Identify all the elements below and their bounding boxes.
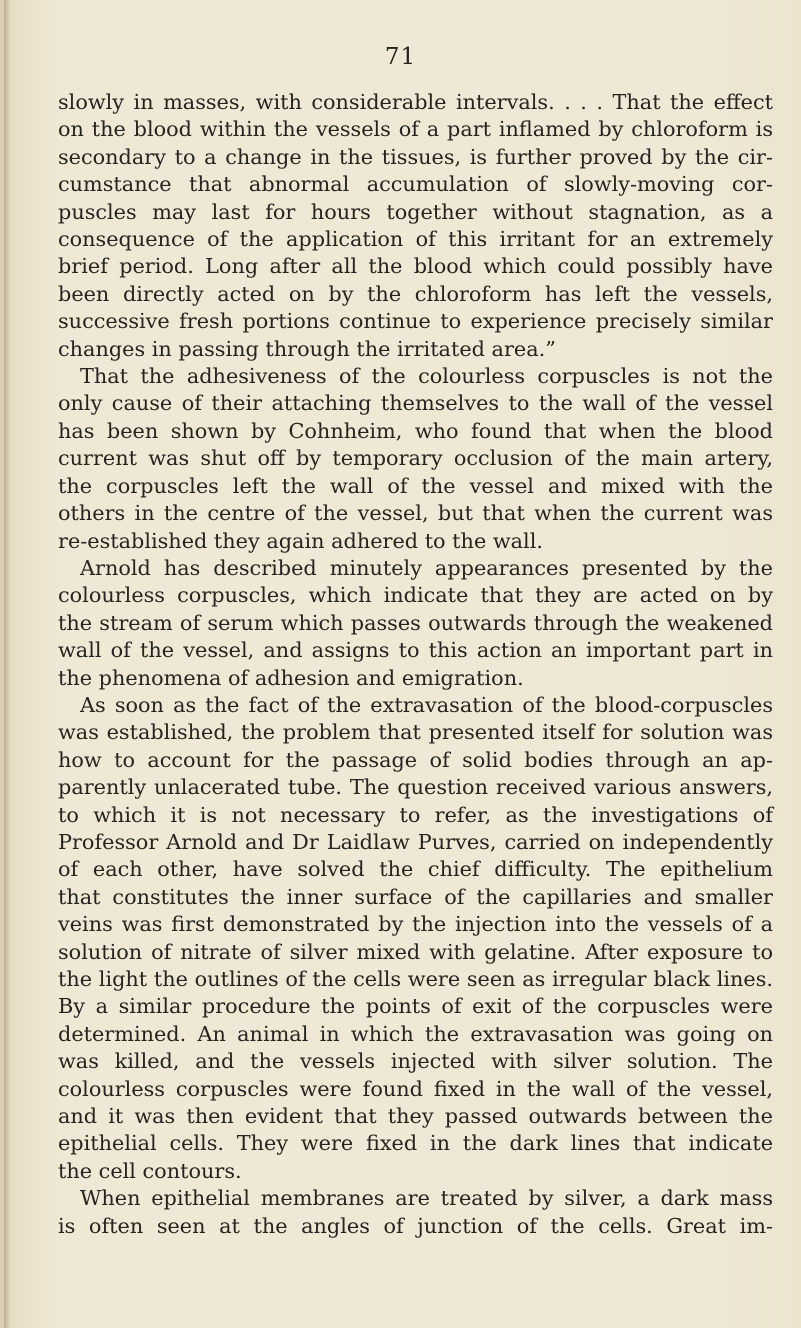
text-line: that constitutes the inner surface of the capillaries and smaller [58, 884, 773, 909]
text-line: the light the outlines of the cells were seen as irregular black lines. [58, 967, 773, 991]
text-line: is often seen at the angles of junction of the cells. Great im- [58, 1213, 773, 1238]
text-line: colourless corpuscles were found fixed in the wall of the vessel, [58, 1076, 773, 1101]
text-line: the stream of serum which passes outwards through the weakened [58, 610, 773, 635]
text-line: solution of nitrate of silver mixed with gelatine. After exposure to [58, 939, 773, 964]
text-line: puscles may last for hours together without stagnation, as a [58, 199, 773, 224]
text-line: and it was then evident that they passed outwards between the [58, 1104, 773, 1129]
text-line: Professor Arnold and Dr Laidlaw Purves, carried on independently [58, 829, 773, 854]
text-line: cumstance that abnormal accumulation of slowly-moving cor- [58, 172, 773, 197]
text-line: the cell contours. [58, 1158, 242, 1183]
text-line: That the adhesiveness of the colourless corpuscles is not the [80, 364, 773, 389]
text-line: colourless corpuscles, which indicate that they are acted on by [58, 583, 773, 608]
text-line: slowly in masses, with considerable intervals. . . . That the effect [58, 90, 773, 114]
text-line: of each other, have solved the chief difficulty. The epithelium [58, 857, 773, 882]
text-line: Arnold has described minutely appearances presented by the [80, 555, 773, 580]
text-line: secondary to a change in the tissues, is further proved by the cir- [58, 144, 773, 169]
page-number: 71 [384, 44, 417, 70]
text-line: was established, the problem that presented itself for solution was [58, 720, 773, 745]
text-line: the phenomena of adhesion and emigration. [58, 665, 524, 690]
text-line: others in the centre of the vessel, but that when the current was [58, 501, 773, 526]
text-line: on the blood within the vessels of a part inflamed by chloroform is [58, 117, 773, 142]
text-line: been directly acted on by the chloroform has left the vessels, [58, 281, 773, 306]
page-binding-edge [4, 0, 10, 1328]
text-line: the corpuscles left the wall of the vessel and mixed with the [58, 473, 773, 498]
text-line: veins was first demonstrated by the injection into the vessels of a [58, 912, 773, 937]
text-line: By a similar procedure the points of exit of the corpuscles were [58, 994, 773, 1019]
text-line: wall of the vessel, and assigns to this action an important part in [58, 638, 773, 663]
text-line: epithelial cells. They were fixed in the dark lines that indicate [58, 1131, 773, 1156]
body-text [58, 89, 773, 1240]
text-line: how to account for the passage of solid bodies through an ap- [58, 747, 773, 772]
text-line: re-established they again adhered to the wall. [58, 528, 543, 553]
text-line: When epithelial membranes are treated by silver, a dark mass [80, 1186, 773, 1211]
text-line: current was shut off by temporary occlusion of the main artery, [58, 446, 773, 471]
text-line: to which it is not necessary to refer, as the investigations of [58, 802, 773, 827]
text-line: only cause of their attaching themselves to the wall of the vessel [58, 391, 773, 416]
text-line: changes in passing through the irritated area.” [58, 336, 556, 361]
text-line: As soon as the fact of the extravasation of the blood-corpuscles [80, 692, 773, 717]
text-line: consequence of the application of this irritant for an extremely [58, 227, 773, 252]
text-line: successive fresh portions continue to experience precisely similar [58, 309, 773, 334]
text-line: parently unlacerated tube. The question received various answers, [58, 775, 773, 800]
text-line: has been shown by Cohnheim, who found that when the blood [58, 418, 773, 443]
text-line: brief period. Long after all the blood which could possibly have [58, 254, 773, 279]
text-line: was killed, and the vessels injected with silver solution. The [58, 1049, 773, 1074]
text-line: determined. An animal in which the extravasation was going on [58, 1021, 773, 1046]
